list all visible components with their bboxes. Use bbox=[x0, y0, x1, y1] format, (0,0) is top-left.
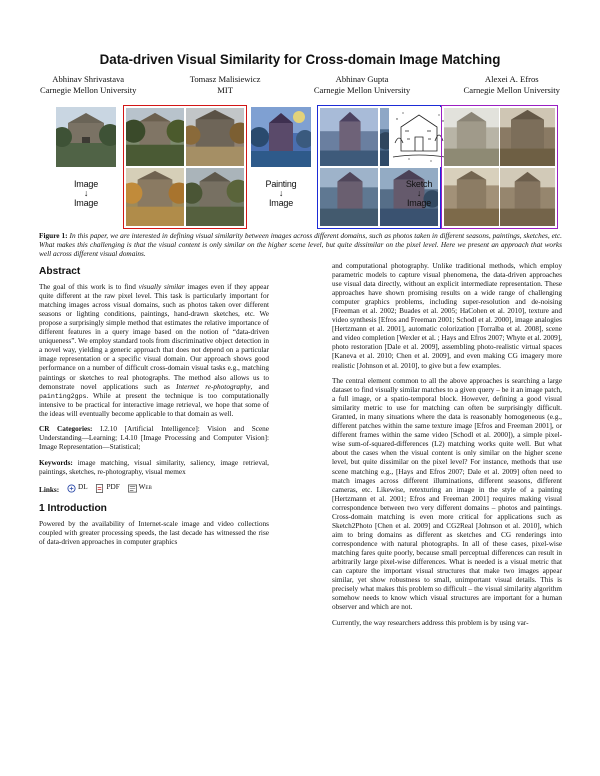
links-row bbox=[39, 483, 269, 495]
keywords-text: image matching, visual similarity, saliency, image retrieval, paintings, sketches, re-photography, visual memex bbox=[39, 458, 269, 476]
intro-paragraph: Powered by the availability of Internet-scale image and video collections coupled with greater processing speeds, the last decade has witnessed the rise of data-driven approaches in computer graphics bbox=[39, 519, 269, 546]
link-text: Web bbox=[138, 483, 152, 492]
text-run: visually similar bbox=[138, 283, 185, 292]
label-to: Image bbox=[73, 198, 98, 208]
result-photo bbox=[320, 108, 378, 166]
text-run: . While at present the technique is too computationally intensive to be practical for interactive image retrieval, we hope that some of the ideas will eventually become applicable to that domain as well. bbox=[39, 391, 269, 418]
author-name: Abhinav Shrivastava bbox=[52, 74, 125, 84]
label-from: Sketch bbox=[405, 179, 433, 189]
cr-text: I.2.10 [Artificial Intelligence]: Vision and Scene Understanding—Learning; I.4.10 [Image Processing and Computer Vision]: Image Representation—Statistical; bbox=[39, 425, 270, 452]
author-affiliation: MIT bbox=[217, 85, 233, 95]
link-text: DL bbox=[77, 483, 88, 492]
author-name: Alexei A. Efros bbox=[484, 74, 539, 84]
author-2 bbox=[190, 74, 261, 96]
arrow-down-icon: ↓ bbox=[83, 188, 89, 198]
author-affiliation: Carnegie Mellon University bbox=[463, 85, 560, 95]
result-photo bbox=[320, 168, 378, 226]
author-4 bbox=[464, 74, 560, 96]
label-to: Image bbox=[406, 198, 431, 208]
query-painting bbox=[251, 107, 311, 167]
result-photo bbox=[186, 108, 244, 166]
body-paragraph: Currently, the way researchers address this problem is by using var- bbox=[332, 618, 529, 627]
paper-title: Data-driven Visual Similarity for Cross-domain Image Matching bbox=[99, 52, 501, 67]
author-1 bbox=[40, 74, 136, 96]
web-icon bbox=[128, 484, 137, 493]
arrow-down-icon: ↓ bbox=[278, 188, 284, 198]
author-affiliation: Carnegie Mellon University bbox=[313, 85, 411, 95]
result-photo bbox=[126, 168, 184, 226]
left-column bbox=[39, 262, 269, 553]
arrow-down-icon: ↓ bbox=[416, 188, 422, 198]
body-paragraph: and computational photography. Unlike traditional methods, which employ parametric models to capture visual phenomena, the data-driven approaches use visual data directly, without an explicit intermediate representation. These approaches have shown promising results on a wide range of challenging computer graphics problems, including super-resolution and de-noising [Freeman et al. 2002; Buades et al. 2005; HaCohen et al. 2010], texture and video synthesis [Efros and Freeman 2001; Schodl et al. 2000], image analogies [Hertzmann et al. 2001], automatic colorization [Torralba et al. 2008], scene and video completion [Wexler et al. ; Hays and Efros 2007; Whyte et al. 2009], photo restoration [Dale et al. 2009], assembling photo-realistic virtual spaces [Kaneva et al. 2010; Chen et al. 2009], and even making CG imagery more realistic [Johnson et al. 2010], to give but a few examples. bbox=[332, 262, 562, 370]
query-photo-1 bbox=[56, 107, 116, 167]
author-name: Abhinav Gupta bbox=[335, 74, 389, 84]
result-photo bbox=[500, 168, 555, 226]
query-sketch bbox=[389, 107, 449, 167]
abstract-paragraph bbox=[39, 283, 269, 419]
label-from: Image bbox=[73, 179, 98, 189]
result-photo bbox=[186, 168, 244, 226]
link-text: PDF bbox=[106, 483, 120, 492]
result-photo bbox=[500, 108, 555, 166]
cr-label: CR Categories: bbox=[39, 425, 93, 434]
author-3 bbox=[314, 74, 410, 96]
text-run: Internet re-photography bbox=[176, 382, 251, 391]
cr-categories bbox=[39, 425, 269, 452]
abstract-heading: Abstract bbox=[39, 266, 81, 277]
link-pdf[interactable] bbox=[95, 483, 119, 492]
text-run: painting2gps bbox=[39, 392, 87, 400]
result-photo bbox=[444, 168, 499, 226]
figure-caption bbox=[39, 231, 562, 258]
domain-label-2 bbox=[251, 179, 311, 208]
author-list bbox=[40, 74, 560, 96]
result-photo bbox=[126, 108, 184, 166]
author-name: Tomasz Malisiewicz bbox=[189, 74, 261, 84]
text-run: images even if they appear quite different at the raw pixel level. This task is particularly important for matching images across visual domains, such as photos taken over different seasons or lighting conditions, paintings, hand-drawn sketches, etc. We propose a surprisingly simple method that estimates the relative importance of different features in a query image based on the notion of “data-driven uniqueness”. We employ standard tools from discriminative object detection in a novel way, yielding a generic approach that does not depend on a particular image representation or a specific visual domain. Our approach shows good performance on a number of difficult cross-domain visual tasks e.g., matching paintings or sketches to real photographs. The method also allows us to demonstrate novel applications such as bbox=[39, 283, 269, 391]
caption-label: Figure 1: bbox=[39, 231, 68, 240]
label-from: Painting bbox=[265, 179, 297, 189]
keywords-label: Keywords: bbox=[39, 458, 73, 467]
links-label: Links: bbox=[39, 486, 60, 495]
domain-label-1 bbox=[56, 179, 116, 208]
link-web[interactable] bbox=[128, 483, 152, 492]
result-photo bbox=[444, 108, 499, 166]
dl-icon bbox=[67, 484, 76, 493]
introduction-heading: 1 Introduction bbox=[39, 502, 107, 514]
body-paragraph: The central element common to all the above approaches is searching a large dataset to find visually similar matches to a given query – be it an image patch, a full image, or a spatio-temporal block. However, defining a good visual similarity metric to use for matching can often be surprisingly difficult. Granted, in many situations where the data is reasonably homogeneous (e.g., different patches within the same texture image [Efros and Freeman 2001], or different frames within the same video [Schodl et al. 2000]), a simple pixel-wise sum-of-squared-differences (L2) matching works quite well. But what about the cases when the visual content is only similar on the higher scene level, but quite dissimilar on the pixel level? For instance, methods that use scene matching e.g., [Hays and Efros 2007; Dale et al. 2009] often need to match images across different illuminations, different seasons, different cameras, etc. Likewise, retexturing an image in the style of a painting [Hertzmann et al. 2001; Efros and Freeman 2001] requires making visual correspondence between two very different domains – photos and paintings. Cross-domain matching is even more critical for applications such as Sketch2Photo [Chen et al. 2009] and CG2Real [Johnson et al. 2010], which aim to bring domains as different as sketches and CG renderings into correspondence with natural photographs. In all of these cases, pixel-wise matching fares quite poorly, because small perceptual differences can result in arbitrarily large pixel-wise differences. What is needed is a visual metric that can capture the important visual structures that make two images appear similar, yet show robustness to small, unimportant visual details. This is precisely what makes this problem so difficult – the visual similarity algorithm somehow needs to know which visual structures are important for a human observer and which are not. bbox=[332, 377, 562, 612]
text-run: The goal of this work is to find bbox=[39, 283, 139, 292]
author-affiliation: Carnegie Mellon University bbox=[40, 85, 137, 95]
pdf-icon bbox=[95, 484, 104, 493]
keywords bbox=[39, 459, 269, 477]
label-to: Image bbox=[268, 198, 293, 208]
domain-label-3 bbox=[389, 179, 449, 208]
link-dl[interactable] bbox=[67, 483, 88, 492]
caption-text: In this paper, we are interested in defining visual similarity between images across different domains, such as photos taken in different seasons, paintings, sketches, etc. What makes this challenging is that the visual content is only similar on the higher scene level, but quite dissimilar on the pixel level. Here we present an approach that works well across different visual domains. bbox=[39, 231, 562, 259]
text-run: , and bbox=[250, 382, 269, 391]
right-column bbox=[332, 262, 562, 634]
